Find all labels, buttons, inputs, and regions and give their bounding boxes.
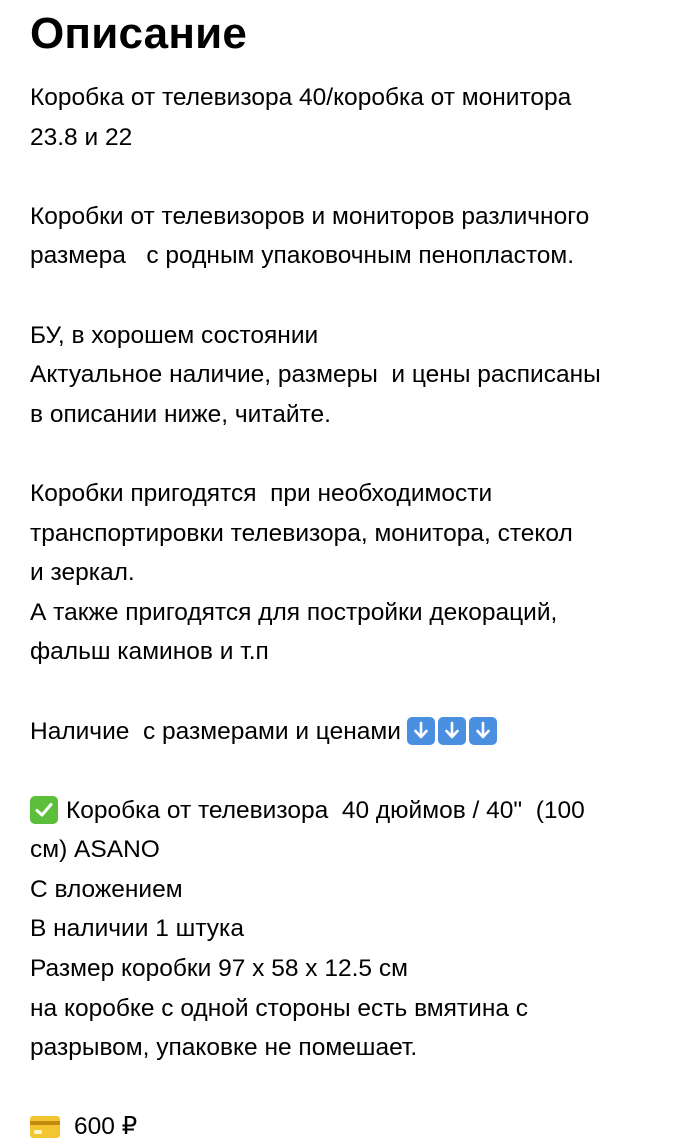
down-arrow-icon: [469, 717, 497, 745]
check-mark-icon: [30, 796, 58, 824]
description-line: Коробка от телевизора 40/коробка от монитора: [30, 84, 572, 111]
description-line: на коробке с одной стороны есть вмятина с: [30, 994, 529, 1022]
section-title: Описание: [30, 9, 248, 58]
description-text: [30, 78, 690, 1147]
credit-card-icon: [30, 1116, 60, 1138]
description-line: в описании ниже, читайте.: [30, 400, 331, 428]
description-line: Актуальное наличие, размеры и цены расписаны: [30, 361, 601, 389]
description-line: Коробки от телевизоров и мониторов различного: [30, 202, 590, 230]
item-title-line: [30, 791, 690, 831]
item-title: Коробка от телевизора 40 дюймов / 40" (100: [66, 796, 585, 824]
description-line: размера с родным упаковочным пенопластом.: [30, 242, 575, 270]
description-line: разрывом, упаковке не помешает.: [30, 1034, 418, 1062]
description-line: В наличии 1 штука: [30, 915, 244, 943]
description-line: Коробки пригодятся при необходимости: [30, 479, 493, 507]
description-line: С вложением: [30, 875, 183, 903]
arrow-group: [407, 717, 500, 745]
availability-line: [30, 712, 690, 752]
down-arrow-icon: [438, 717, 466, 745]
description-line: транспортировки телевизора, монитора, стекол: [30, 519, 573, 547]
description-line: БУ, в хорошем состоянии: [30, 321, 319, 349]
description-line: Размер коробки 97 x 58 x 12.5 см: [30, 955, 408, 983]
price-value: 600 ₽: [74, 1113, 138, 1141]
description-line: А также пригодятся для постройки декораций,: [30, 598, 558, 626]
description-line: 23.8 и 22: [30, 123, 133, 151]
description-line: и зеркал.: [30, 559, 135, 587]
description-line: см) ASANO: [30, 836, 160, 864]
down-arrow-icon: [407, 717, 435, 745]
availability-label: Наличие с размерами и ценами: [30, 717, 401, 745]
price-line: [30, 1107, 690, 1147]
description-line: фальш каминов и т.п: [30, 638, 269, 666]
